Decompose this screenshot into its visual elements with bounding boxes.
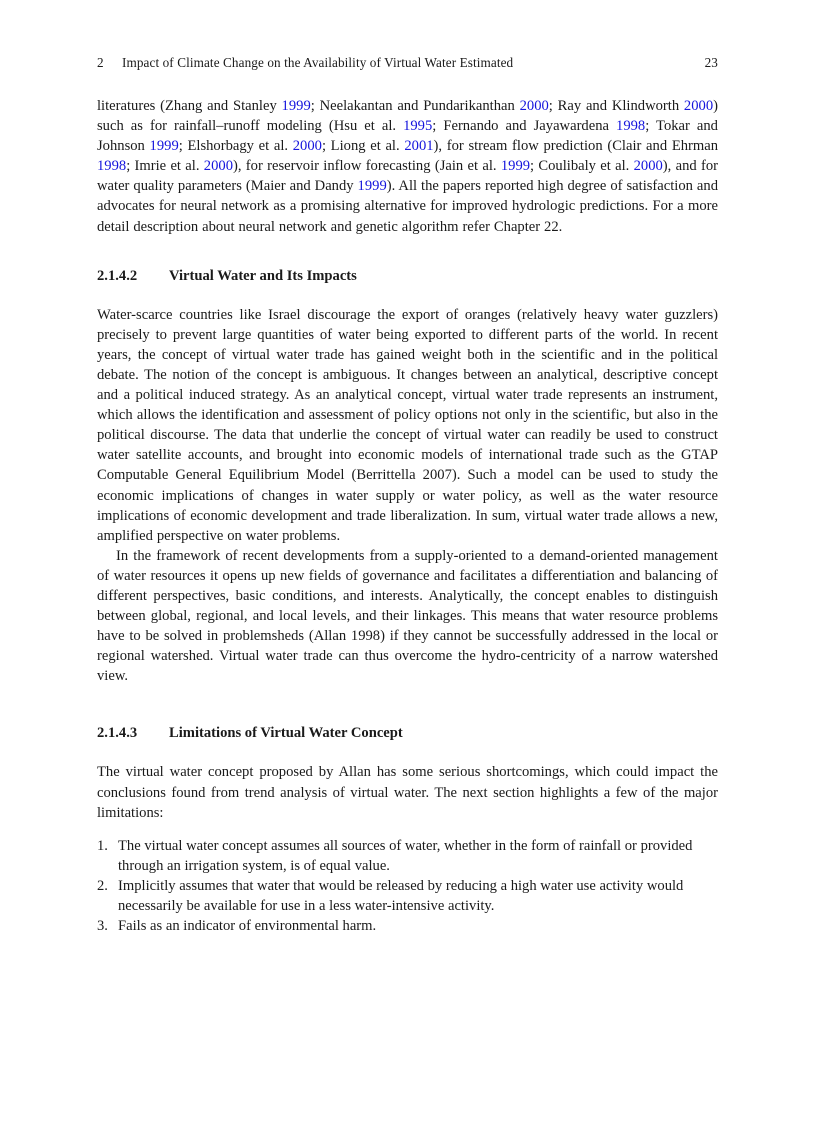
citation-year-link[interactable]: 1998: [616, 118, 646, 135]
list-item-text: The virtual water concept assumes all sources of water, whether in the form of rainfall or provided through an irrigation system, is of equal value.: [118, 837, 693, 874]
spacer: [97, 286, 718, 305]
list-marker: 1.: [97, 837, 108, 854]
citation-year-link[interactable]: 2000: [292, 138, 322, 155]
citation-year-link[interactable]: 1999: [500, 158, 531, 175]
text-run: ), for reservoir inflow forecasting (Jain et al.: [232, 158, 501, 175]
list-item: [97, 836, 718, 876]
text-run: ; Ray and Klindworth: [548, 98, 684, 114]
citation-year-link[interactable]: 2000: [683, 98, 714, 114]
citation-year-link[interactable]: 1999: [357, 178, 387, 195]
running-head: [97, 55, 718, 71]
list-marker: 3.: [97, 918, 108, 935]
citation-year-link[interactable]: 2001: [404, 138, 434, 155]
paragraph-virtual-water-impacts: Water-scarce countries like Israel discourage the export of oranges (relatively heavy water guzzlers) precisely to prevent large quantities of water being exported to different parts of the world. In recent years, the concept of virtual water trade has gained weight both in the scientific and in the political debate. The notion of the concept is ambiguous. It changes between an analytical, descriptive concept and a political induced strategy. As an analytical concept, virtual water trade represents an instrument, which allows the identification and assessment of policy options not only in the scientific, but also in the political discourse. The data that underlie the concept of virtual water can readily be used to construct water satellite accounts, and brought into economic models of international trade such as the GTAP Computable General Equilibrium Model (Berrittella 2007). Such a model can be used to study the economic implications of changes in water supply or water policy, as well as the water resource implications of economic development and trade liberalization. In sum, virtual water trade allows a new, amplified perspective on water problems.: [97, 306, 718, 544]
text-run: ), and for water quality parameters (Maier and Dandy: [97, 158, 718, 195]
citation-year-link[interactable]: 1995: [403, 118, 433, 135]
spacer: [97, 237, 718, 267]
paragraph-literatures: [97, 96, 718, 237]
text-run: ; Liong et al.: [321, 138, 405, 155]
text-run: ). All the papers reported high degree of satisfaction and advocates for neural network as a promising alternative for improved hydrologic predictions. For a more detail description about neural network and genetic algorithm refer Chapter 22.: [97, 178, 719, 235]
section-number: 2.1.4.3: [97, 725, 138, 742]
list-item: [97, 916, 718, 936]
spacer: [97, 823, 718, 836]
citation-year-link[interactable]: 2000: [519, 98, 549, 114]
section-title: Limitations of Virtual Water Concept: [169, 725, 403, 742]
text-run: ; Tokar and Johnson: [97, 118, 718, 155]
list-item-text: Implicitly assumes that water that would be released by reducing a high water use activity would necessarily be available for use in a less water-intensive activity.: [118, 877, 684, 914]
section-heading-2-1-4-3: [97, 724, 718, 743]
running-head-title: Impact of Climate Change on the Availability of Virtual Water Estimated: [122, 55, 514, 70]
page-number: 23: [704, 55, 718, 70]
text-run: ; Neelakantan and Pundarikanthan: [310, 98, 520, 114]
text-run: ; Elshorbagy et al.: [178, 138, 293, 155]
citation-year-link[interactable]: 2000: [203, 158, 233, 175]
text-run: ; Imrie et al.: [126, 158, 204, 175]
text-run: ; Fernando and Jayawardena: [432, 118, 617, 135]
limitations-list: [97, 836, 718, 936]
section-title: Virtual Water and Its Impacts: [169, 267, 357, 284]
section-number: 2.1.4.2: [97, 267, 138, 284]
citation-year-link[interactable]: 1999: [149, 138, 179, 155]
running-head-chapter-number: 2: [97, 55, 104, 70]
text-run: literatures (Zhang and Stanley: [97, 98, 282, 114]
citation-year-link[interactable]: 1999: [281, 98, 311, 114]
text-run: ; Coulibaly et al.: [530, 158, 634, 175]
list-item: [97, 876, 718, 916]
text-run: ), for stream flow prediction (Clair and Ehrman: [433, 138, 719, 155]
citation-year-link[interactable]: 2000: [633, 158, 663, 175]
citation-year-link[interactable]: 1998: [97, 158, 127, 175]
page-content: [97, 55, 718, 936]
text-run: ) such as for rainfall–runoff modeling (Hsu et al.: [97, 98, 718, 135]
list-marker: 2.: [97, 877, 108, 894]
paragraph-limitations-intro: The virtual water concept proposed by Allan has some serious shortcomings, which could impact the conclusions found from trend analysis of virtual water. The next section highlights a few of the major limitations:: [97, 764, 718, 821]
list-item-text: Fails as an indicator of environmental harm.: [118, 918, 377, 935]
section-heading-2-1-4-2: [97, 267, 718, 286]
spacer: [97, 743, 718, 762]
spacer: [97, 686, 718, 724]
paragraph-framework-developments: In the framework of recent developments from a supply-oriented to a demand-oriented management of water resources it opens up new fields of governance and facilitates a differentiation and balancing of different perspectives, basic conditions, and interests. Analytically, the concept enables to distinguish between global, regional, and local levels, and their linkages. This means that water resource problems have to be solved in problemsheds (Allan 1998) if they cannot be successfully addressed in the local or regional watershed. Virtual water trade can thus overcome the hydro-centricity of a narrow watershed view.: [97, 547, 718, 685]
